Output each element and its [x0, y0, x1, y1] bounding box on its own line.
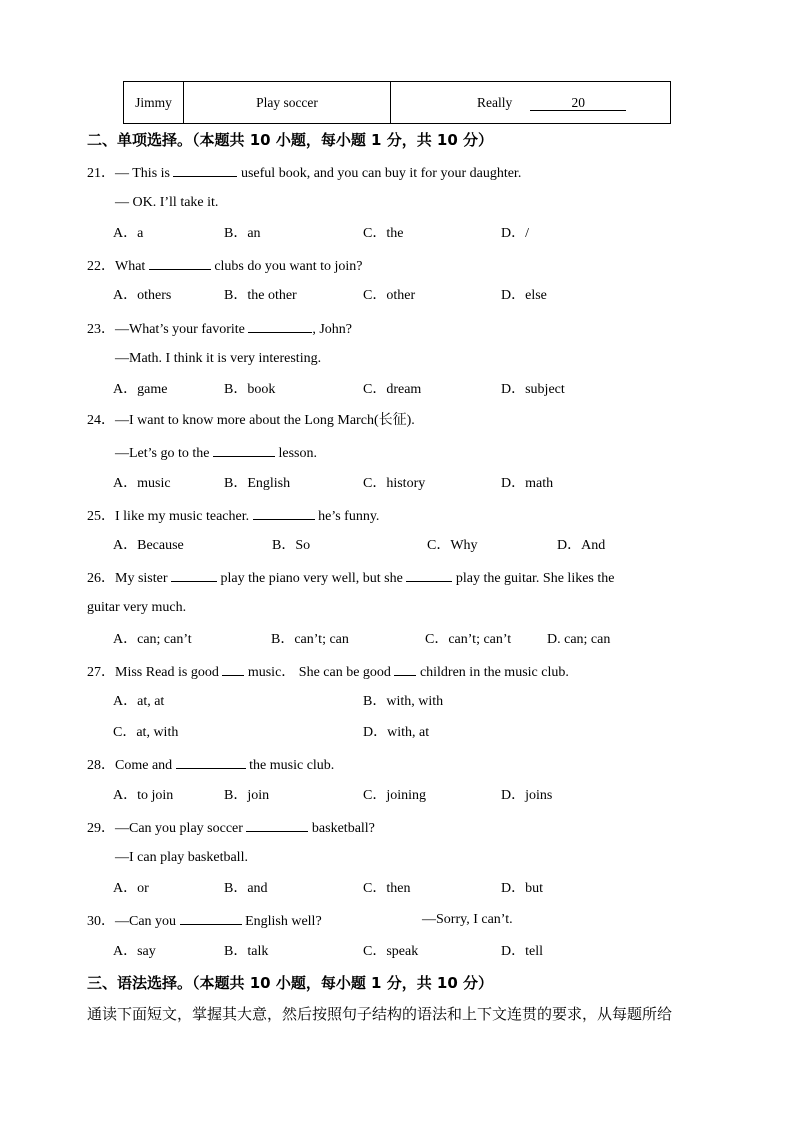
question-23: [87, 319, 352, 339]
answer-blank: [176, 755, 246, 769]
option-d: D．And: [557, 538, 606, 553]
stem: 27．Miss Read is good: [87, 665, 219, 680]
option-b: B．So: [272, 538, 311, 553]
option-c: C．can’t; can’t: [425, 632, 512, 647]
question-29-reply: —I can play basketball.: [115, 850, 248, 865]
option-c: C．speak: [363, 944, 419, 959]
answer-blank: [246, 818, 308, 832]
table-cell-name: Jimmy: [124, 82, 184, 124]
answer-table: [123, 81, 671, 124]
stem: 21．— This is: [87, 166, 170, 181]
option-b: B．the other: [224, 288, 297, 303]
option-c: C．the: [363, 226, 404, 241]
stem-mid: music． She can be good: [247, 665, 391, 680]
question-27: [87, 662, 569, 682]
question-26-continued: guitar very much.: [87, 600, 187, 615]
option-c: C．history: [363, 476, 426, 491]
question-26: [87, 568, 614, 588]
answer-blank: [180, 911, 242, 925]
option-a: A．Because: [113, 538, 184, 553]
question-30-reply: —Sorry, I can’t.: [422, 912, 513, 927]
answer-blank: 20: [530, 95, 626, 111]
question-29: [87, 818, 375, 838]
stem-after: children in the music club.: [419, 665, 569, 680]
stem: 25．I like my music teacher.: [87, 509, 250, 524]
question-21-reply: — OK. I’ll take it.: [115, 195, 219, 210]
option-b: B．book: [224, 382, 276, 397]
question-28: [87, 755, 334, 775]
section-3-intro: 通读下面短文，掌握其大意，然后按照句子结构的语法和上下文连贯的要求，从每题所给: [87, 1005, 673, 1023]
option-d: D．subject: [501, 382, 565, 397]
answer-blank: [406, 568, 452, 582]
table-row: [124, 82, 671, 124]
answer-blank: [149, 256, 211, 270]
stem-after: lesson.: [278, 446, 317, 461]
stem: 26．My sister: [87, 571, 168, 586]
stem: 28．Come and: [87, 758, 173, 773]
stem-after: English well?: [245, 914, 322, 929]
option-a: A．can; can’t: [113, 632, 192, 647]
stem-after: , John?: [312, 322, 353, 337]
question-24-reply: [115, 443, 317, 463]
option-c: C．at, with: [113, 725, 179, 740]
option-d: D. can; can: [547, 632, 611, 647]
stem-after: clubs do you want to join?: [214, 259, 363, 274]
option-d: D．but: [501, 881, 543, 896]
answer-blank: [394, 662, 416, 676]
table-cell-activity: Play soccer: [184, 82, 391, 124]
answer-blank: [173, 163, 237, 177]
stem-mid: play the piano very well, but she: [220, 571, 403, 586]
option-d: D．math: [501, 476, 554, 491]
stem: —Let’s go to the: [115, 446, 210, 461]
option-c: C．Why: [427, 538, 478, 553]
comment-text: Really: [477, 94, 513, 110]
answer-blank: [213, 443, 275, 457]
stem: 29．—Can you play soccer: [87, 821, 243, 836]
option-a: A．to join: [113, 788, 174, 803]
question-23-reply: —Math. I think it is very interesting.: [115, 351, 322, 366]
option-b: B．and: [224, 881, 268, 896]
stem-after: basketball?: [311, 821, 375, 836]
section-heading-2: 二、单项选择。（本题共 10 小题，每小题 1 分，共 10 分）: [87, 131, 494, 149]
stem-after: the music club.: [249, 758, 335, 773]
option-a: A．music: [113, 476, 171, 491]
option-a: A．a: [113, 226, 144, 241]
stem-after: play the guitar. She likes the: [455, 571, 615, 586]
answer-blank: [222, 662, 244, 676]
stem-after: he’s funny.: [318, 509, 380, 524]
question-21: [87, 163, 521, 183]
option-a: A．or: [113, 881, 149, 896]
section-heading-3: 三、语法选择。（本题共 10 小题，每小题 1 分，共 10 分）: [87, 974, 494, 992]
option-b: B．an: [224, 226, 261, 241]
option-d: D．joins: [501, 788, 553, 803]
option-d: D．tell: [501, 944, 543, 959]
option-a: A．game: [113, 382, 168, 397]
stem: 23．—What’s your favorite: [87, 322, 245, 337]
option-a: A．at, at: [113, 694, 165, 709]
option-c: C．other: [363, 288, 416, 303]
option-b: B．join: [224, 788, 270, 803]
question-24: 24．—I want to know more about the Long March(长征).: [87, 413, 415, 428]
option-d: D．with, at: [363, 725, 430, 740]
option-b: B．can’t; can: [271, 632, 349, 647]
option-a: A．say: [113, 944, 156, 959]
option-d: D．else: [501, 288, 547, 303]
option-c: C．then: [363, 881, 411, 896]
option-c: C．dream: [363, 382, 422, 397]
option-b: B．English: [224, 476, 291, 491]
table-cell-comment: [391, 82, 671, 124]
stem: 30．—Can you: [87, 914, 177, 929]
stem: 22．What: [87, 259, 146, 274]
option-c: C．joining: [363, 788, 427, 803]
option-b: B．talk: [224, 944, 269, 959]
stem-after: useful book, and you can buy it for your daughter.: [240, 166, 522, 181]
question-25: [87, 506, 379, 526]
question-30: [87, 911, 322, 931]
question-22: [87, 256, 362, 276]
option-d: D．/: [501, 226, 529, 241]
answer-blank: [253, 506, 315, 520]
answer-blank: [248, 319, 312, 333]
option-a: A．others: [113, 288, 172, 303]
answer-blank: [171, 568, 217, 582]
option-b: B．with, with: [363, 694, 444, 709]
